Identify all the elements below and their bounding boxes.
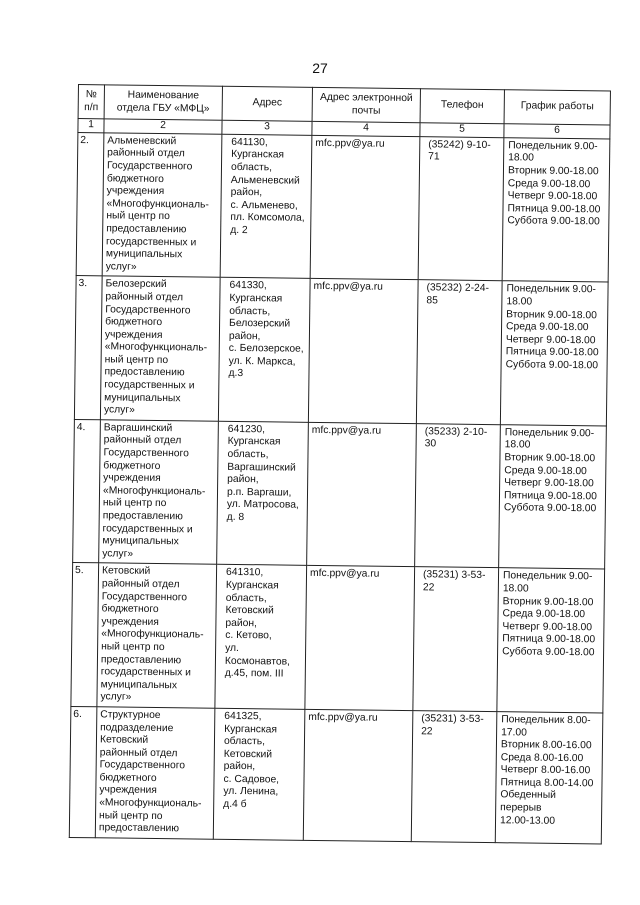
header-email: Адрес электронной почты bbox=[312, 87, 420, 123]
column-number: 4 bbox=[312, 122, 420, 137]
column-number: 1 bbox=[78, 119, 104, 133]
department-email: mfc.ppv@ya.ru bbox=[310, 135, 420, 280]
department-phone: (35231) 3-53- 22 bbox=[413, 567, 499, 712]
department-phone: (35242) 9-10- 71 bbox=[418, 136, 504, 281]
table-row bbox=[71, 563, 605, 713]
table-row bbox=[76, 132, 610, 282]
department-phone: (35232) 2-24- 85 bbox=[416, 280, 502, 425]
header-phone: Телефон bbox=[420, 89, 504, 124]
header-name: Наименование отдела ГБУ «МФЦ» bbox=[104, 85, 222, 121]
department-name: Альменевский районный отдел Государственного бюджетного учреждения «Многофункциональ- ный центр по предоставлению государственных и муниципальных услуг» bbox=[102, 133, 222, 278]
table-row bbox=[69, 706, 603, 843]
row-number: 5. bbox=[71, 563, 99, 707]
department-address: 641130, Курганская область, Альменевский район, с. Альменево, пл. Комсомола, д. 2 bbox=[220, 134, 312, 279]
page-number: 27 bbox=[312, 60, 328, 76]
department-address: 641325, Курганская область, Кетовский район, с. Садовое, ул. Ленина, д.4 б bbox=[213, 708, 305, 840]
department-schedule: Понедельник 9.00- 18.00 Вторник 9.00-18.00 Среда 9.00-18.00 Четверг 9.00-18.00 Пятница 9.00-18.00 Суббота 9.00-18.00 bbox=[500, 281, 608, 426]
column-number: 6 bbox=[504, 124, 610, 139]
department-schedule: Понедельник 9.00- 18.00 Вторник 9.00-18.00 Среда 9.00-18.00 Четверг 9.00-18.00 Пятница 9.00-18.00 Суббота 9.00-18.00 bbox=[499, 425, 607, 570]
mfc-departments-table bbox=[69, 84, 611, 844]
row-number: 3. bbox=[74, 276, 102, 420]
header-number: № п/п bbox=[78, 85, 104, 120]
row-number: 4. bbox=[73, 419, 101, 563]
row-number: 2. bbox=[76, 132, 104, 276]
department-schedule: Понедельник 9.00- 18.00 Вторник 9.00-18.00 Среда 9.00-18.00 Четверг 9.00-18.00 Пятница 9.00-18.00 Суббота 9.00-18.00 bbox=[502, 137, 610, 282]
department-address: 641230, Курганская область, Варгашинский район, р.п. Варгаши, ул. Матросова, д. 8 bbox=[217, 421, 309, 566]
department-name: Белозерский районный отдел Государственного бюджетного учреждения «Многофункциональ- ный центр по предоставлению государственных и муниципальных услуг» bbox=[100, 276, 220, 421]
row-number: 6. bbox=[69, 706, 97, 837]
department-email: mfc.ppv@ya.ru bbox=[303, 709, 413, 841]
department-email: mfc.ppv@ya.ru bbox=[307, 422, 417, 567]
department-schedule: Понедельник 8.00- 17.00 Вторник 8.00-16.00 Среда 8.00-16.00 Четверг 8.00-16.00 Пятница 8.00-14.00 Обеденный перерыв 12.00-13.00 bbox=[495, 712, 603, 844]
department-name: Структурное подразделение Кетовский районный отдел Государственного бюджетного учреждения «Многофункциональ- ный центр по предоставлению bbox=[95, 707, 215, 839]
table-row bbox=[73, 419, 607, 569]
department-address: 641330, Курганская область, Белозерский район, с. Белозерское, ул. К. Маркса, д.3 bbox=[218, 278, 310, 423]
header-address: Адрес bbox=[222, 86, 312, 121]
column-number: 3 bbox=[222, 120, 312, 135]
column-number: 2 bbox=[104, 119, 222, 134]
department-name: Варгашинский районный отдел Государственного бюджетного учреждения «Многофункциональ- ный центр по предоставлению государственных и муниципальных услуг» bbox=[99, 420, 219, 565]
column-number: 5 bbox=[420, 123, 504, 138]
department-schedule: Понедельник 9.00- 18.00 Вторник 9.00-18.00 Среда 9.00-18.00 Четверг 9.00-18.00 Пятница 9.00-18.00 Суббота 9.00-18.00 bbox=[497, 568, 605, 713]
header-schedule: График работы bbox=[504, 90, 610, 125]
department-name: Кетовский районный отдел Государственного бюджетного учреждения «Многофункциональ- ный центр по предоставлению государственных и муниципальных услуг» bbox=[97, 563, 217, 708]
department-email: mfc.ppv@ya.ru bbox=[305, 566, 415, 711]
table-row bbox=[74, 276, 608, 426]
department-phone: (35233) 2-10- 30 bbox=[415, 424, 501, 569]
department-address: 641310, Курганская область, Кетовский район, с. Кетово, ул. Космонавтов, д.45, пом. III bbox=[215, 565, 307, 710]
department-phone: (35231) 3-53- 22 bbox=[411, 711, 497, 843]
department-email: mfc.ppv@ya.ru bbox=[308, 279, 418, 424]
